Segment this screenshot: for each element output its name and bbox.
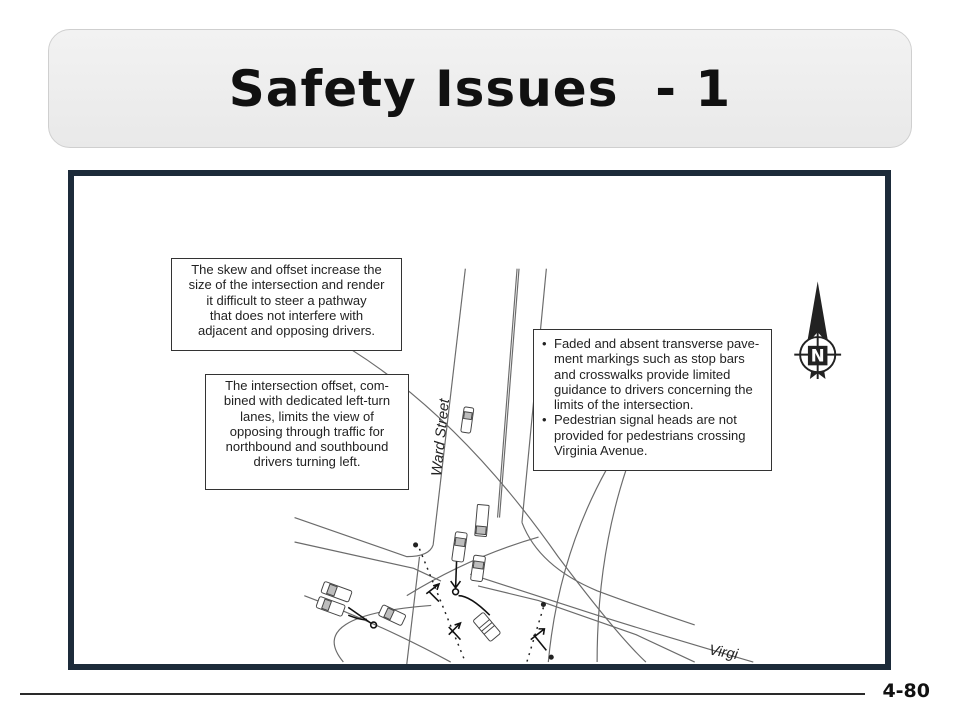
vehicle-left-turn-2 <box>470 555 485 582</box>
slide-title: Safety Issues - 1 <box>228 59 732 118</box>
vehicle-southbound-truck <box>475 504 489 536</box>
vehicle-west-3 <box>378 605 406 626</box>
bullet-dot: • <box>542 412 547 428</box>
callout-skew-line-1: The skew and offset increase the <box>191 262 382 277</box>
intersection-diagram-frame <box>68 170 891 670</box>
west-approach-north-curb <box>295 518 434 557</box>
vehicle-northbound-far <box>461 407 474 433</box>
page-number: 4-80 <box>882 680 930 702</box>
markings-line-1: Faded and absent transverse pave- <box>554 336 760 351</box>
title-banner <box>48 29 912 148</box>
ward-street-label: Ward Street <box>429 398 454 478</box>
markings-line-3: and crosswalks provide limited <box>554 366 731 382</box>
path-arrow-1 <box>456 562 457 588</box>
callout-offset-line-2: bined with dedicated left-turn <box>223 393 391 409</box>
markings-line-4: guidance to drivers concerning the <box>554 381 753 397</box>
west-leg-crossing-curb <box>407 557 420 664</box>
pedestrian-arrow-3 <box>531 629 545 640</box>
callout-skew-line-4: that does not interfere with <box>209 307 364 323</box>
callout-skew-line-5: adjacent and opposing drivers. <box>197 323 376 339</box>
turning-path-arrows <box>348 562 546 651</box>
bullet-dot: • <box>542 336 547 351</box>
signals-line-1: Pedestrian signal heads are not <box>554 412 737 428</box>
callout-offset-line-5: northbound and southbound <box>225 439 389 455</box>
callout-offset-line-3: lanes, limits the view of <box>240 408 374 424</box>
vehicle-northbound-near <box>473 612 501 642</box>
callout-intersection-offset <box>205 374 409 490</box>
callout-offset-line-4: opposing through traffic for <box>229 423 385 439</box>
callout-skew-line-3: it difficult to steer a pathway <box>206 292 367 308</box>
callout-offset-line-1: The intersection offset, com- <box>225 378 389 393</box>
signals-line-2: provided for pedestrians crossing <box>554 427 746 443</box>
pedestrian-arrow-1 <box>426 584 439 594</box>
callout-bullet-item-signals <box>542 412 763 458</box>
callout-offset-line-6: drivers turning left. <box>253 454 361 470</box>
markings-line-2: ment markings such as stop bars <box>554 351 745 367</box>
north-arrow-letter: N <box>810 346 825 366</box>
vehicle-left-turn-1 <box>452 532 468 563</box>
virginia-avenue-label: Virgi <box>707 642 740 664</box>
sweep-arc-2 <box>597 469 626 662</box>
footer-rule <box>20 693 865 695</box>
signals-line-3: Virginia Avenue. <box>554 443 648 459</box>
callout-skew-offset <box>171 258 402 351</box>
ward-street-center-line <box>500 269 520 518</box>
markings-line-5: limits of the intersection. <box>554 397 694 413</box>
callout-skew-line-2: size of the intersection and render <box>188 277 385 293</box>
north-arrow-icon <box>794 281 841 379</box>
callout-pavement-markings <box>533 329 772 471</box>
callout-bullet-item-markings <box>542 336 763 412</box>
